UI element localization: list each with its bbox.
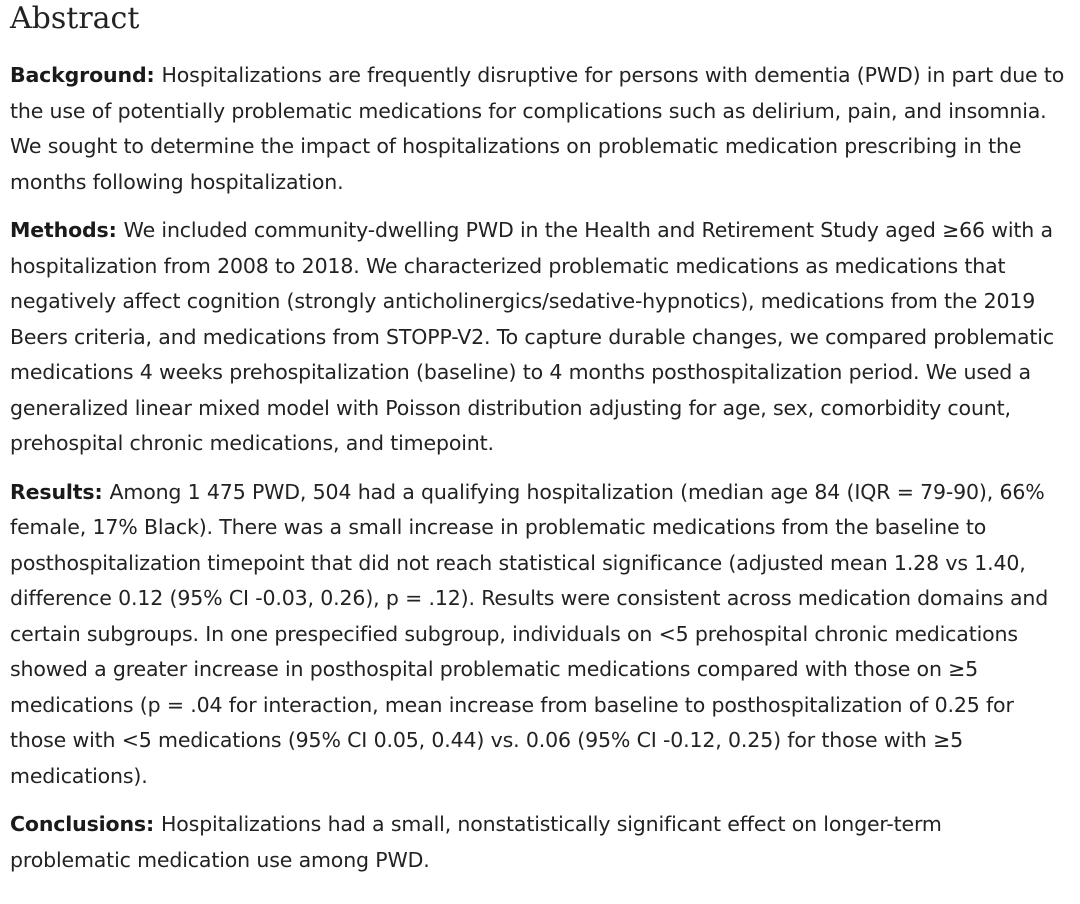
section-label: Conclusions: [10,812,161,836]
abstract-section-conclusions [10,807,1066,878]
abstract-section-background [10,58,1066,200]
section-label: Background: [10,63,162,87]
section-label: Results: [10,479,110,504]
section-text: Hospitalizations are frequently disruptive for persons with dementia (PWD) in part due to the use of potentially problematic medications for complications such as delirium, pain, and insomnia. We sought to determine the impact of hospitalizations on problematic medication prescribing in the months following hospitalization. [10,63,1065,194]
abstract-section-methods [10,213,1066,462]
section-label: Methods: [10,218,124,242]
section-text: Hospitalizations had a small, nonstatistically significant effect on longer-term problematic medication use among PWD. [10,812,942,872]
section-text: Among 1 475 PWD, 504 had a qualifying hospitalization (median age 84 (IQR = 79-90), 66% female, 17% Black). There was a small increase in problematic medications from the baseline to posthospitalization timepoint that did not reach statistical significance (adjusted mean 1.28 vs 1.40, difference 0.12 (95% CI -0.03, 0.26), p = .12). Results were consistent across medication domains and certain subgroups. In one prespecified subgroup, individuals on <5 prehospital chronic medications showed a greater increase in posthospital problematic medications compared with those on ≥5 medications (p = .04 for interaction, mean increase from baseline to posthospitalization of 0.25 for those with <5 medications (95% CI 0.05, 0.44) vs. 0.06 (95% CI -0.12, 0.25) for those with ≥5 medications). [10,479,1049,788]
abstract-section-results [10,475,1066,795]
abstract-heading: Abstract [10,1,140,36]
section-text: We included community-dwelling PWD in the Health and Retirement Study aged ≥66 with a hospitalization from 2008 to 2018. We characterized problematic medications as medications that negatively affect cognition (strongly anticholinergics/sedative-hypnotics), medications from the 2019 Beers criteria, and medications from STOPP-V2. To capture durable changes, we compared problematic medications 4 weeks prehospitalization (baseline) to 4 months posthospitalization period. We used a generalized linear mixed model with Poisson distribution adjusting for age, sex, comorbidity count, prehospital chronic medications, and timepoint. [10,218,1054,455]
